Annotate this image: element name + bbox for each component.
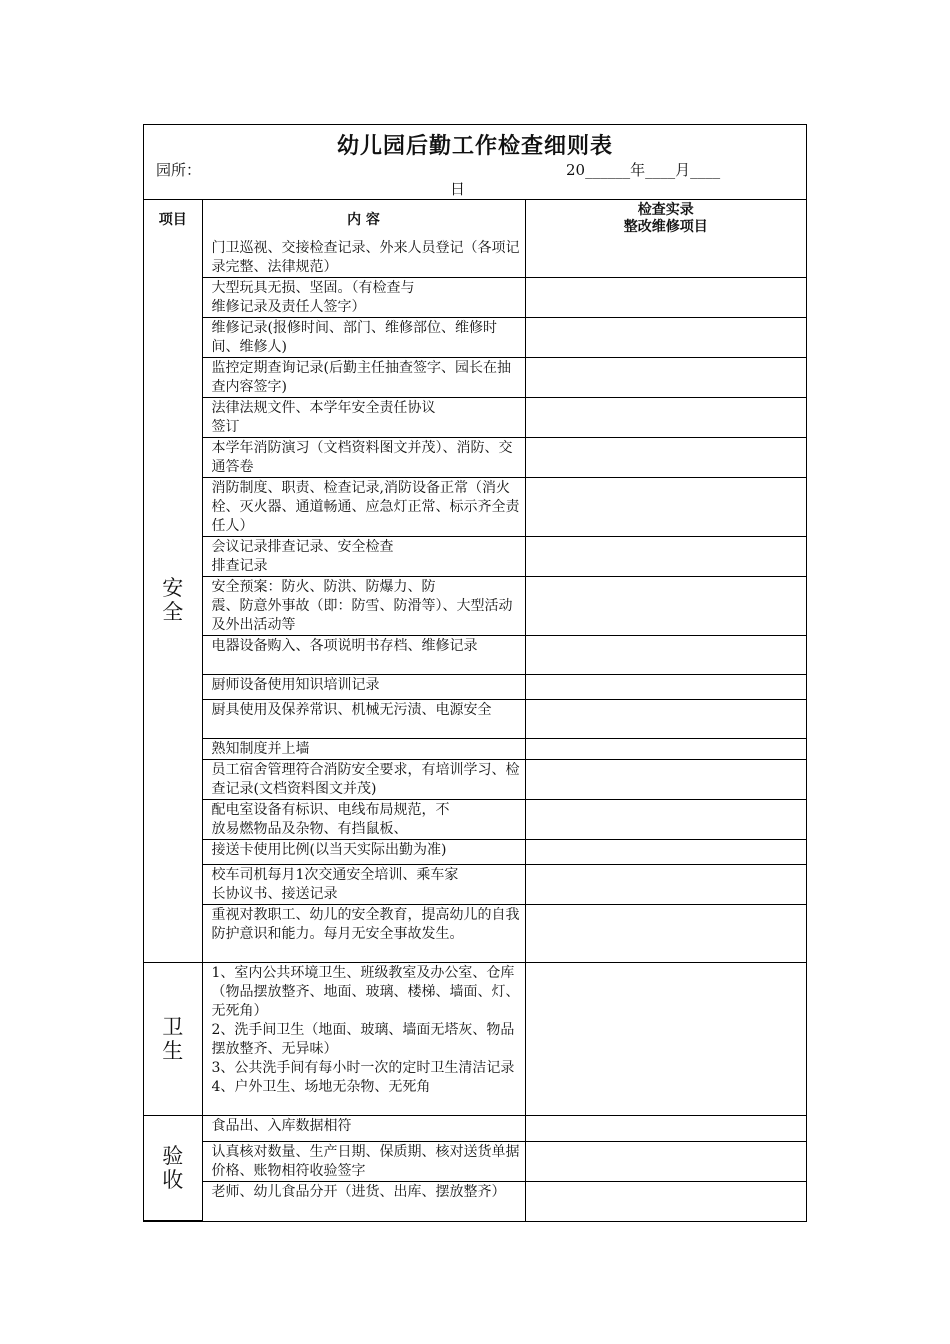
table-row <box>144 636 806 675</box>
header-check-line1: 检查实录 <box>637 202 694 218</box>
date-line: 20______年____月____ <box>566 161 721 179</box>
table-row <box>144 358 806 398</box>
check-cell[interactable] <box>525 675 806 700</box>
table-row <box>144 278 806 318</box>
check-cell[interactable] <box>525 963 806 1116</box>
category-char: 生 <box>162 1039 184 1063</box>
check-cell[interactable] <box>525 840 806 865</box>
table-row <box>144 840 806 865</box>
table-row <box>144 675 806 700</box>
content-cell: 本学年消防演习（文档资料图文并茂）、消防、交通答卷 <box>202 438 525 478</box>
category-label <box>144 1144 202 1192</box>
content-cell: 会议记录排查记录、安全检查 排查记录 <box>202 537 525 577</box>
category-cell <box>144 1116 202 1221</box>
table-row <box>144 478 806 537</box>
category-label <box>144 1015 202 1063</box>
content-cell: 大型玩具无损、坚固。（有检查与 维修记录及责任人签字） <box>202 278 525 318</box>
inspection-table <box>144 200 806 1221</box>
table-row <box>144 700 806 739</box>
check-cell[interactable] <box>525 865 806 905</box>
category-char: 收 <box>162 1168 184 1192</box>
date-day: 日 <box>450 180 466 198</box>
check-cell[interactable] <box>525 478 806 537</box>
table-row <box>144 537 806 577</box>
table-body <box>144 238 806 1221</box>
check-cell[interactable] <box>525 358 806 398</box>
content-cell: 配电室设备有标识、电线布局规范，不 放易燃物品及杂物、有挡鼠板、 <box>202 800 525 840</box>
content-cell: 厨师设备使用知识培训记录 <box>202 675 525 700</box>
content-cell: 电器设备购入、各项说明书存档、维修记录 <box>202 636 525 675</box>
table-row <box>144 865 806 905</box>
category-char: 验 <box>162 1144 184 1168</box>
page-title: 幼儿园后勤工作检查细则表 <box>336 134 613 159</box>
table-row <box>144 438 806 478</box>
table-row <box>144 963 806 1116</box>
table-row <box>144 760 806 800</box>
check-cell[interactable] <box>525 1116 806 1142</box>
category-cell <box>144 238 202 963</box>
inspection-sheet <box>143 124 807 1222</box>
content-cell: 员工宿舍管理符合消防安全要求，有培训学习、检查记录(文档资料图文并茂) <box>202 760 525 800</box>
category-char: 卫 <box>162 1015 184 1039</box>
content-cell: 1、室内公共环境卫生、班级教室及办公室、仓库（物品摆放整齐、地面、玻璃、楼梯、墙面、灯、无死角） 2、洗手间卫生（地面、玻璃、墙面无塔灰、物品摆放整齐、无异味） 3、公共洗手间有每小时一次的定时卫生清洁记录 4、户外卫生、场地无杂物、无死角 <box>202 963 525 1116</box>
header-row <box>144 200 806 238</box>
check-cell[interactable] <box>525 1142 806 1182</box>
content-cell: 维修记录(报修时间、部门、维修部位、维修时间、维修人) <box>202 318 525 358</box>
content-cell: 校车司机每月1次交通安全培训、乘车家 长协议书、接送记录 <box>202 865 525 905</box>
header-check <box>525 200 806 238</box>
table-row <box>144 577 806 636</box>
check-cell[interactable] <box>525 700 806 739</box>
table-row <box>144 318 806 358</box>
check-cell[interactable] <box>525 438 806 478</box>
check-cell[interactable] <box>525 278 806 318</box>
category-char: 安 <box>162 576 184 600</box>
table-row <box>144 1142 806 1182</box>
content-cell: 食品出、入库数据相符 <box>202 1116 525 1142</box>
table-row <box>144 1182 806 1221</box>
check-cell[interactable] <box>525 636 806 675</box>
check-cell[interactable] <box>525 800 806 840</box>
content-cell: 监控定期查询记录(后勤主任抽查签字、园长在抽查内容签字) <box>202 358 525 398</box>
content-cell: 接送卡使用比例(以当天实际出勤为准) <box>202 840 525 865</box>
category-label <box>144 576 202 624</box>
table-row <box>144 1116 806 1142</box>
garden-label: 园所： <box>156 161 202 179</box>
table-row <box>144 905 806 963</box>
header-check-line2: 整改维修项目 <box>623 219 708 235</box>
header-content: 内 容 <box>202 200 525 238</box>
check-cell[interactable] <box>525 905 806 963</box>
content-cell: 熟知制度并上墙 <box>202 739 525 760</box>
check-cell[interactable] <box>525 739 806 760</box>
table-row <box>144 398 806 438</box>
check-cell[interactable] <box>525 760 806 800</box>
content-cell: 门卫巡视、交接检查记录、外来人员登记（各项记录完整、法律规范） <box>202 238 525 278</box>
content-cell: 重视对教职工、幼儿的安全教育，提高幼儿的自我防护意识和能力。每月无安全事故发生。 <box>202 905 525 963</box>
content-cell: 认真核对数量、生产日期、保质期、核对送货单据价格、账物相符收验签字 <box>202 1142 525 1182</box>
table-row <box>144 238 806 278</box>
title-block <box>144 125 806 200</box>
table-row <box>144 800 806 840</box>
check-cell[interactable] <box>525 238 806 278</box>
category-cell <box>144 963 202 1116</box>
category-char: 全 <box>162 600 184 624</box>
check-cell[interactable] <box>525 398 806 438</box>
check-cell[interactable] <box>525 1182 806 1221</box>
check-cell[interactable] <box>525 318 806 358</box>
header-item: 项目 <box>144 200 202 238</box>
table-row <box>144 739 806 760</box>
content-cell: 消防制度、职责、检查记录,消防设备正常（消火栓、灭火器、通道畅通、应急灯正常、标示齐全责任人） <box>202 478 525 537</box>
check-cell[interactable] <box>525 537 806 577</box>
content-cell: 老师、幼儿食品分开（进货、出库、摆放整齐） <box>202 1182 525 1221</box>
content-cell: 厨具使用及保养常识、机械无污渍、电源安全 <box>202 700 525 739</box>
check-cell[interactable] <box>525 577 806 636</box>
content-cell: 法律法规文件、本学年安全责任协议 签订 <box>202 398 525 438</box>
content-cell: 安全预案：防火、防洪、防爆力、防 震、防意外事故（即：防雪、防滑等）、大型活动及外出活动等 <box>202 577 525 636</box>
